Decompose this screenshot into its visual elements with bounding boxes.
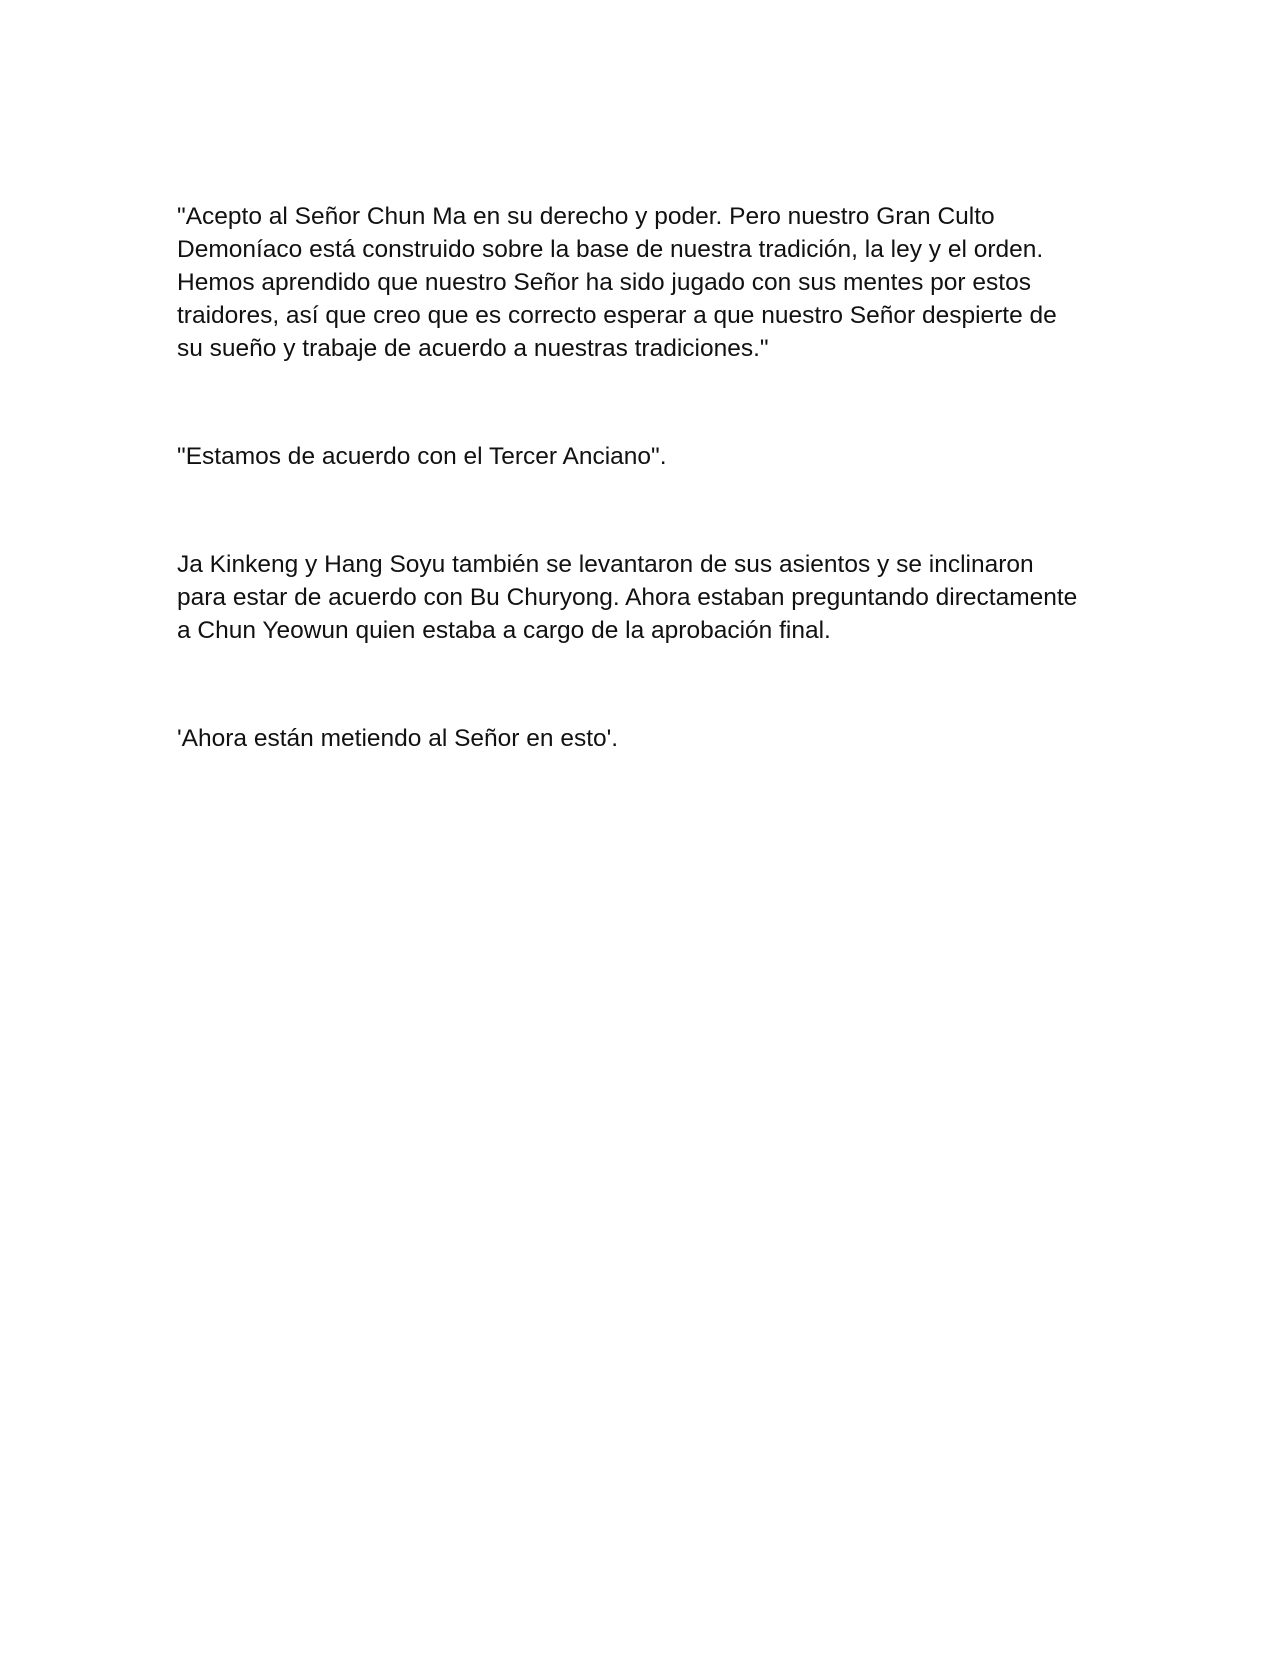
paragraph-line: 'Ahora están metiendo al Señor en esto'. bbox=[177, 725, 619, 752]
paragraph-line: Demoníaco está construido sobre la base de nuestra tradición, la ley y el orden. bbox=[177, 236, 1044, 263]
paragraph-line: "Acepto al Señor Chun Ma en su derecho y poder. Pero nuestro Gran Culto bbox=[177, 203, 995, 230]
paragraph-line: traidores, así que creo que es correcto esperar a que nuestro Señor despierte de bbox=[177, 302, 1057, 329]
paragraph-spacer bbox=[177, 365, 1107, 440]
paragraph-2 bbox=[177, 440, 1107, 473]
paragraph-line: su sueño y trabaje de acuerdo a nuestras tradiciones." bbox=[177, 335, 769, 362]
paragraph-line: "Estamos de acuerdo con el Tercer Anciano". bbox=[177, 443, 667, 470]
paragraph-1 bbox=[177, 200, 1107, 365]
paragraph-line: Ja Kinkeng y Hang Soyu también se levantaron de sus asientos y se inclinaron bbox=[177, 551, 1034, 578]
paragraph-spacer bbox=[177, 647, 1107, 722]
paragraph-3 bbox=[177, 548, 1107, 647]
paragraph-line: para estar de acuerdo con Bu Churyong. Ahora estaban preguntando directamente bbox=[177, 584, 1078, 611]
paragraph-line: Hemos aprendido que nuestro Señor ha sido jugado con sus mentes por estos bbox=[177, 269, 1031, 296]
paragraph-spacer bbox=[177, 473, 1107, 548]
paragraph-line: a Chun Yeowun quien estaba a cargo de la aprobación final. bbox=[177, 617, 831, 644]
document-body bbox=[177, 200, 1107, 755]
paragraph-4 bbox=[177, 722, 1107, 755]
